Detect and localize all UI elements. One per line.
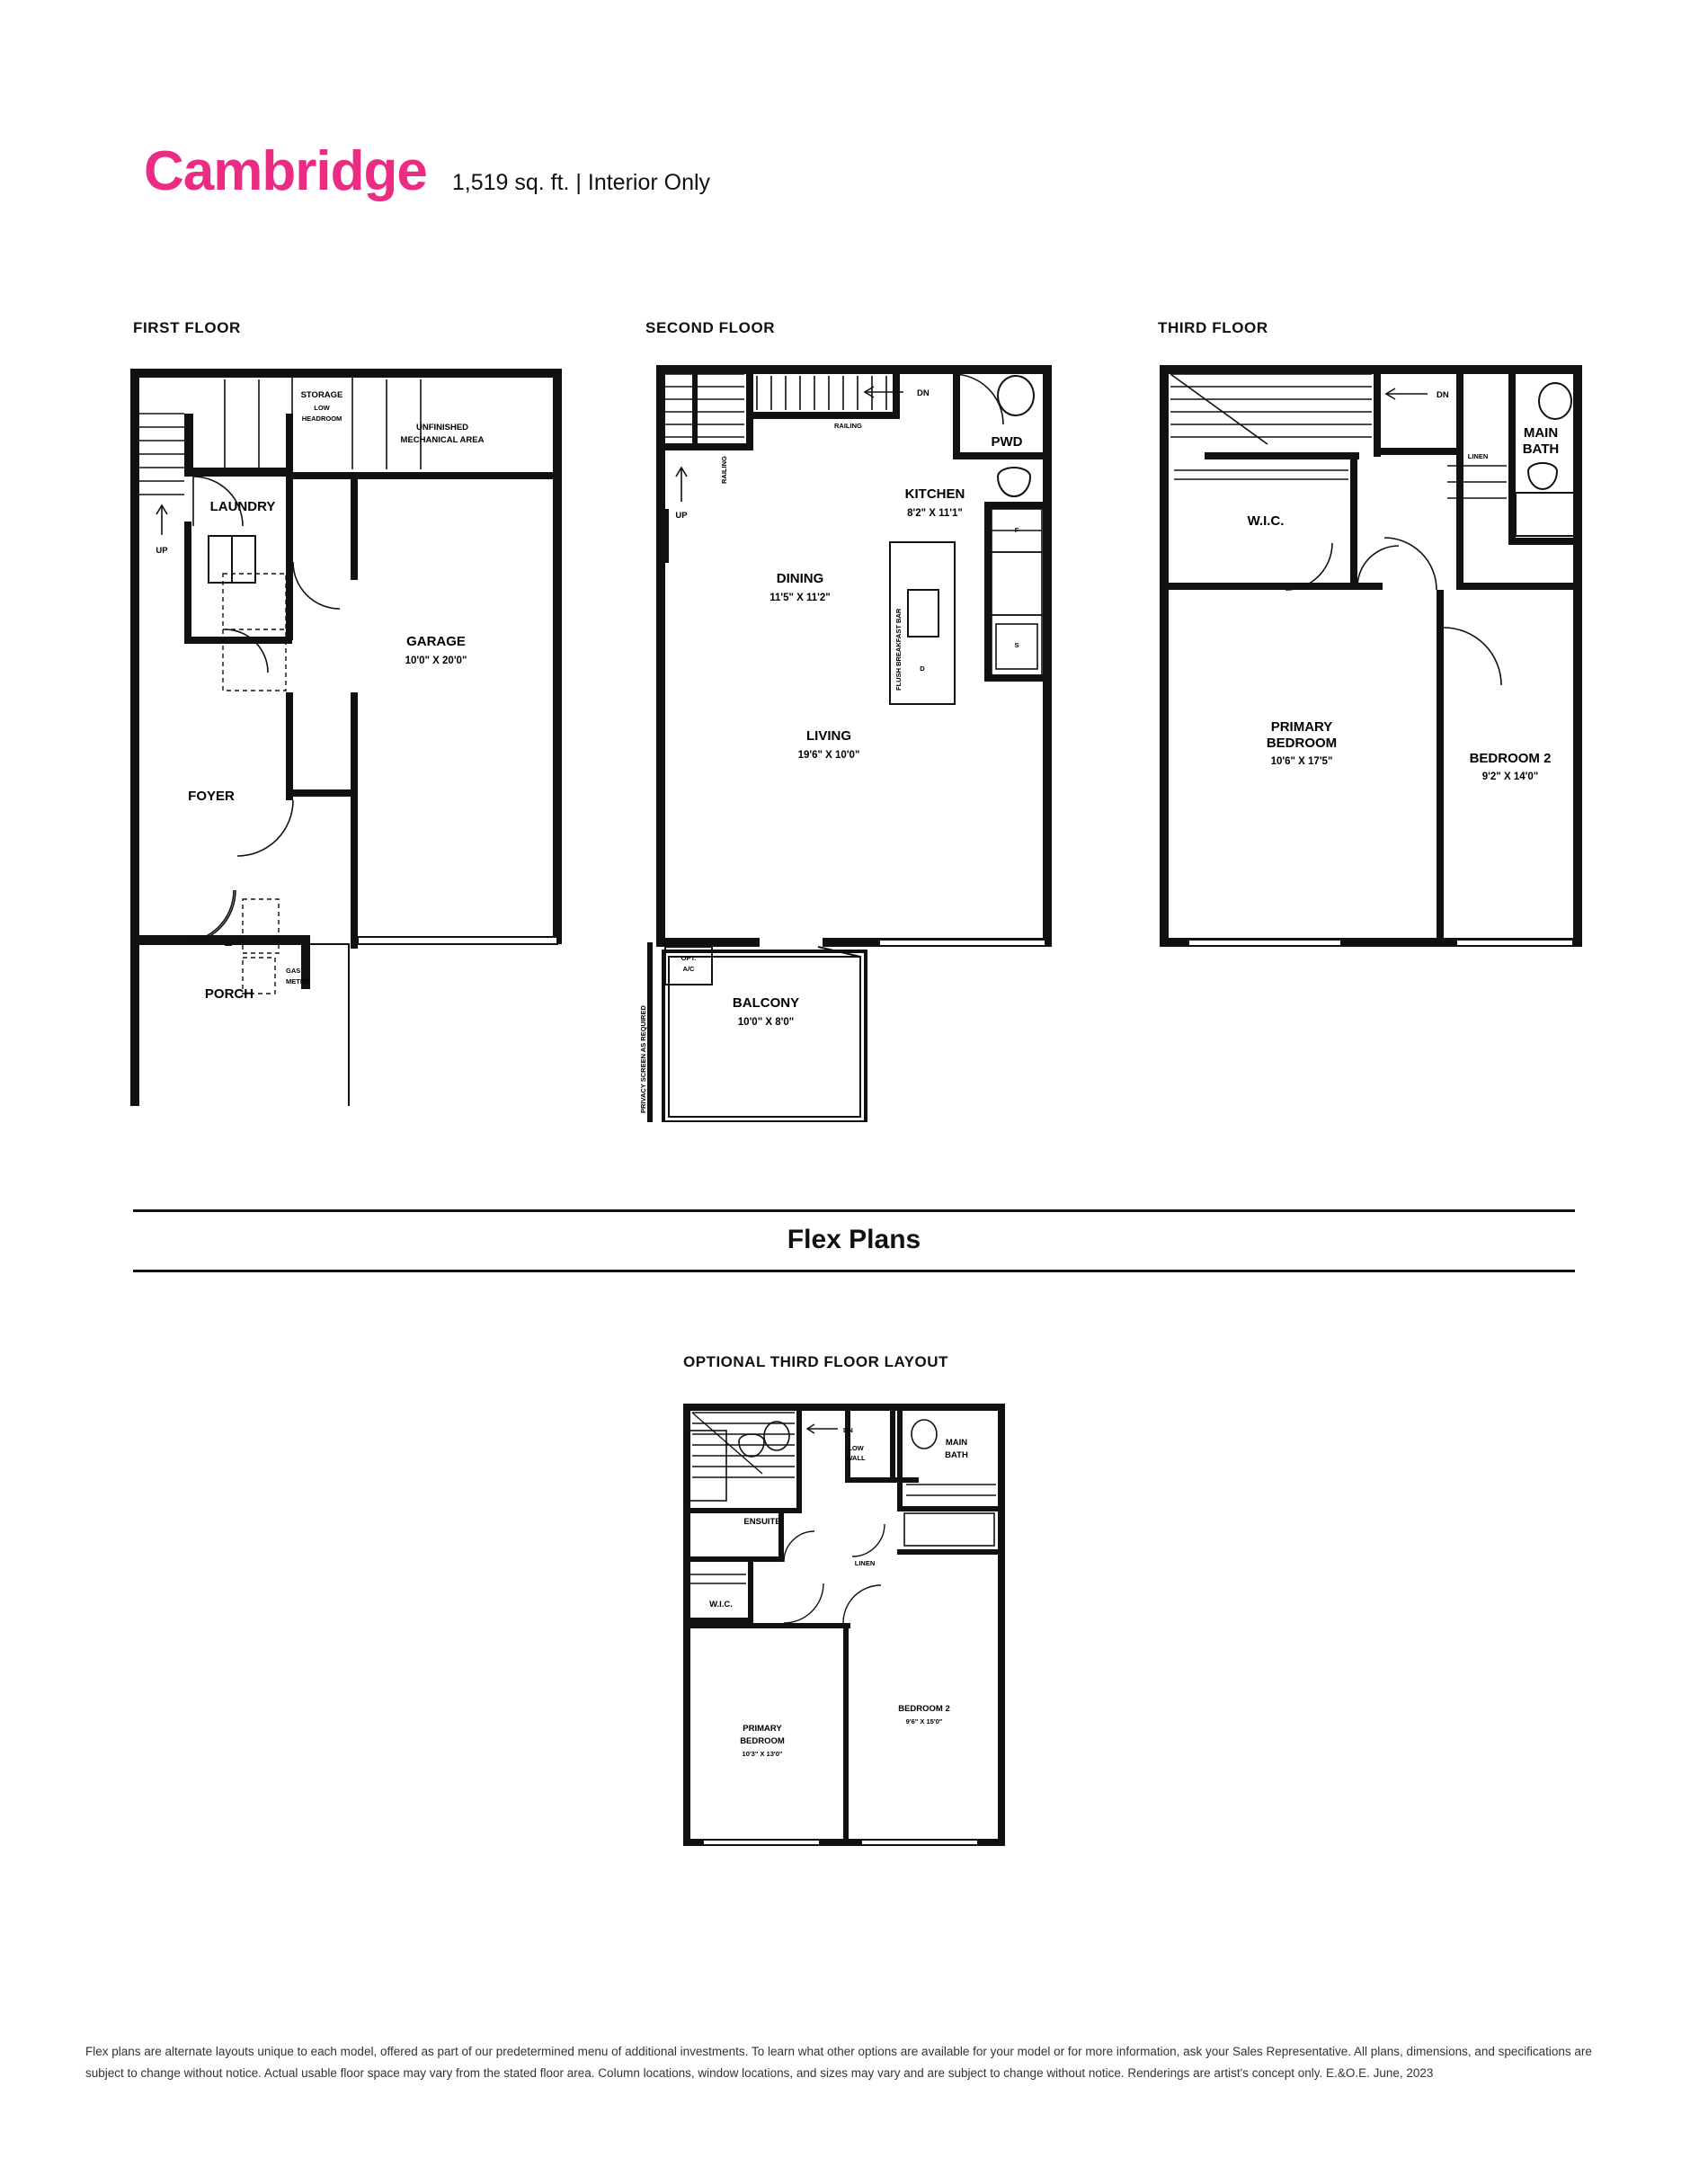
third-floor-plan: [1151, 358, 1600, 987]
room-bedroom2-label: BEDROOM 2: [1469, 751, 1552, 766]
room-balcony-label: BALCONY: [732, 995, 800, 1011]
room-wic-label: W.I.C.: [1247, 513, 1285, 529]
room-kitchen-label: KITCHEN: [904, 486, 965, 502]
room-laundry-label: LAUNDRY: [209, 499, 276, 514]
marker-dishwasher: D: [920, 664, 925, 673]
marker-dn-third: DN: [1437, 390, 1449, 400]
room-linen-label: LINEN: [1467, 452, 1489, 460]
room-kitchen-dim: 8'2" X 11'1": [907, 508, 963, 519]
model-meta: 1,519 sq. ft. | Interior Only: [451, 170, 711, 195]
marker-opt: OPT.: [681, 954, 697, 962]
marker-sink: S: [1014, 641, 1019, 649]
room-primary-label2: BEDROOM: [1266, 736, 1338, 751]
legal-footer: Flex plans are alternate layouts unique to each model, offered as part of our predetermined menu of additional investments. To learn what other options are available for your model or for more information, ask your Sales Representative. All plans, dimensions, and specifications are subject to change without notice. Actual usable floor space may vary from the stated floor area. Column locations, window locations, and sizes may vary and are subject to change without notice. Renderings are artist's concept only. E.&O.E. June, 2023: [85, 2045, 1592, 2080]
floor-label-first: FIRST FLOOR: [133, 319, 241, 336]
marker-privacy-screen: PRIVACY SCREEN AS REQUIRED: [639, 1005, 647, 1113]
room-living-dim: 19'6" X 10'0": [797, 750, 860, 761]
room-storage-note1: LOW: [314, 404, 330, 412]
flex-marker-dn: DN: [843, 1426, 853, 1434]
room-mechanical-label: MECHANICAL AREA: [400, 435, 485, 445]
divider-bottom: [133, 1270, 1575, 1272]
room-primary-dim: 10'6" X 17'5": [1270, 756, 1333, 767]
room-garage-label: GARAGE: [406, 634, 466, 649]
floor-label-third: THIRD FLOOR: [1158, 319, 1268, 336]
room-pwd-label: PWD: [991, 434, 1023, 450]
flex-marker-low: LOW: [848, 1444, 864, 1452]
room-main-bath-label2: BATH: [1522, 441, 1560, 457]
second-floor-plan: [638, 358, 1088, 1122]
room-dining-label: DINING: [776, 571, 824, 586]
room-bedroom2-dim: 9'2" X 14'0": [1481, 771, 1539, 782]
room-porch-label: PORCH: [204, 986, 254, 1002]
marker-fridge: F: [1014, 526, 1019, 534]
room-storage-note2: HEADROOM: [301, 415, 342, 423]
optional-third-floor-label: OPTIONAL THIRD FLOOR LAYOUT: [683, 1353, 948, 1370]
room-main-bath-label: MAIN: [1523, 425, 1559, 441]
marker-railing-1: RAILING: [720, 456, 728, 484]
room-balcony-dim: 10'0" X 8'0": [737, 1017, 795, 1028]
room-garage-dim: 10'0" X 20'0": [405, 655, 467, 666]
flex-room-bedroom2-dim: 9'6" X 15'0": [905, 1717, 943, 1726]
floor-label-second: SECOND FLOOR: [645, 319, 776, 336]
marker-up-first: UP: [156, 546, 168, 556]
marker-up-second: UP: [675, 511, 688, 521]
marker-breakfast-bar: FLUSH BREAKFAST BAR: [894, 608, 903, 691]
flex-room-main-bath-label: MAIN: [945, 1438, 968, 1448]
flex-room-primary-dim: 10'3" X 13'0": [742, 1750, 783, 1758]
page-title: Cambridge: [144, 140, 427, 202]
flex-room-primary-label: PRIMARY: [743, 1724, 782, 1734]
first-floor-plan: [126, 360, 575, 1106]
room-storage-label: STORAGE: [300, 390, 343, 400]
flex-room-linen-label: LINEN: [854, 1559, 876, 1567]
flex-room-ensuite-label: ENSUITE: [743, 1517, 781, 1527]
optional-third-floor-plan: [676, 1398, 1018, 1866]
room-foyer-label: FOYER: [188, 789, 235, 804]
flex-plans-section: [133, 1209, 1575, 1272]
page-header: [144, 140, 711, 202]
room-dining-dim: 11'5" X 11'2": [769, 593, 831, 603]
flex-room-main-bath-label2: BATH: [945, 1450, 968, 1460]
room-primary-label: PRIMARY: [1270, 719, 1333, 735]
room-living-label: LIVING: [805, 728, 852, 744]
room-unfinished-label: UNFINISHED: [415, 423, 469, 432]
flex-room-wic-label: W.I.C.: [709, 1600, 733, 1610]
flex-room-bedroom2-label: BEDROOM 2: [898, 1704, 950, 1714]
marker-ac: A/C: [682, 965, 695, 973]
marker-gas: GAS: [286, 967, 301, 975]
flex-marker-wall: WALL: [846, 1454, 866, 1462]
marker-meter: METER: [286, 977, 310, 985]
marker-dn-second: DN: [917, 388, 930, 398]
marker-railing-2: RAILING: [834, 422, 862, 430]
flex-plans-title: Flex Plans: [787, 1225, 921, 1254]
flex-room-primary-label2: BEDROOM: [740, 1736, 785, 1746]
